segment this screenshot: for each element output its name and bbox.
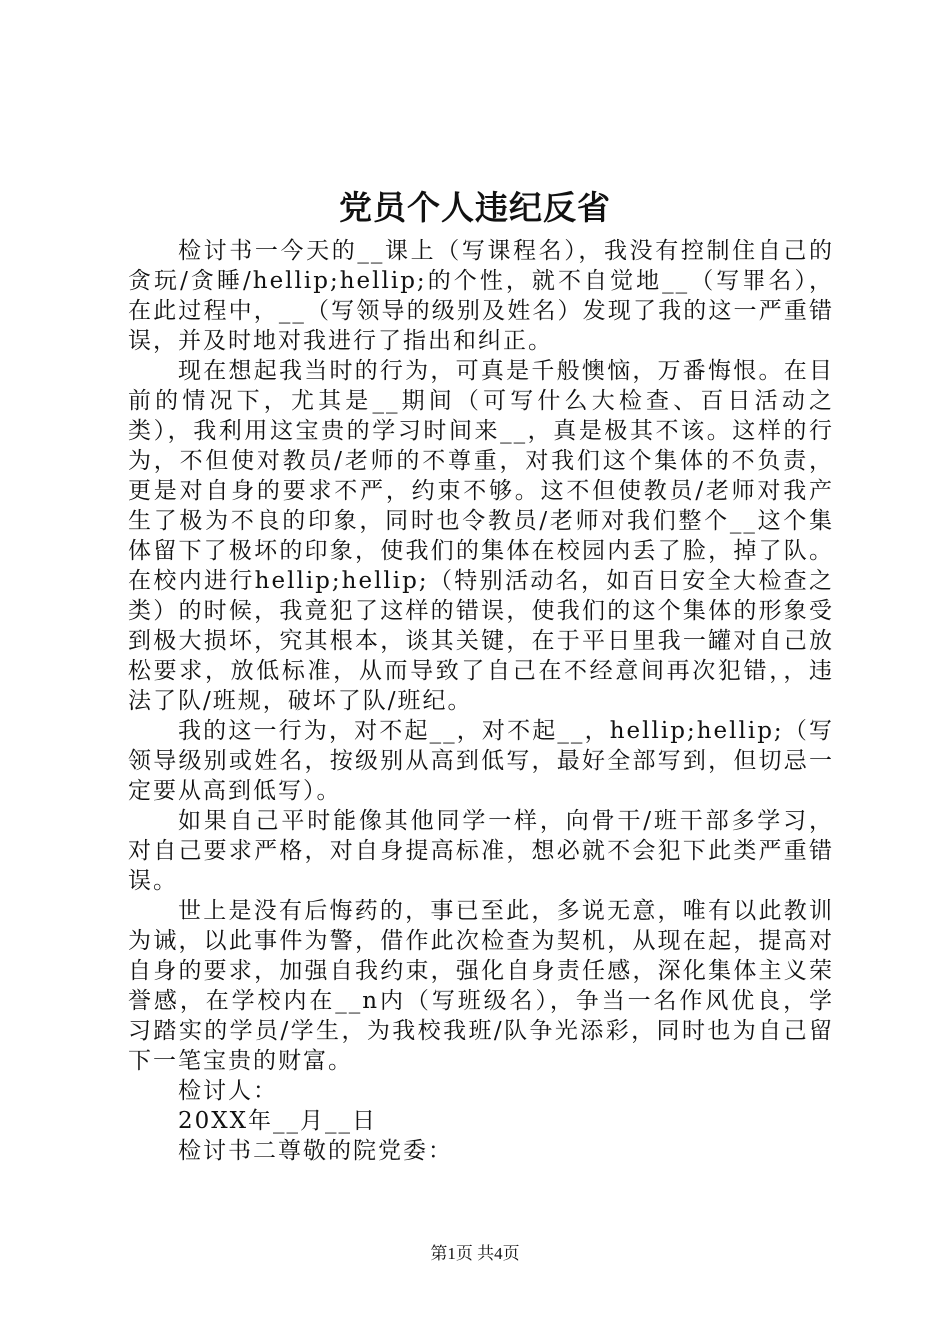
paragraph: 检讨书一今天的__课上（写课程名），我没有控制住自己的贪玩/贪睡/hellip;hellip;的个性，就不自觉地__（写罪名），在此过程中，__（写领导的级别及姓名）发现了我的这一严重错误，并及时地对我进行了指出和纠正。 xyxy=(128,238,834,354)
paragraph: 现在想起我当时的行为，可真是千般懊恼，万番悔恨。在目前的情况下，尤其是__期间（可写什么大检查、百日活动之类），我利用这宝贵的学习时间来__，真是极其不该。这样的行为，不但使对教员/老师的不尊重，对我们这个集体的不负责，更是对自身的要求不严，约束不够。这不但使教员/老师对我产生了极为不良的印象，同时也令教员/老师对我们整个__这个集体留下了极坏的印象，使我们的集体在校园内丢了脸，掉了队。在校内进行hellip;hellip;（特别活动名，如百日安全大检查之类）的时候，我竟犯了这样的错误，使我们的这个集体的形象受到极大损坏，究其根本，谈其关键，在于平日里我一罐对自己放松要求，放低标准，从而导致了自己在不经意间再次犯错，，违法了队/班规，破坏了队/班纪。 xyxy=(128,358,834,714)
paragraph: 世上是没有后悔药的，事已至此，多说无意，唯有以此教训为诫，以此事件为警，借作此次检查为契机，从现在起，提高对自身的要求，加强自我约束，强化自身责任感，深化集体主义荣誉感，在学校内在__n内（写班级名），争当一名作风优良，学习踏实的学员/学生，为我校我班/队争光添彩，同时也为自己留下一笔宝贵的财富。 xyxy=(128,898,834,1074)
page-footer: 第1页 共4页 xyxy=(430,1244,520,1263)
next-letter-heading: 检讨书二尊敬的院党委： xyxy=(178,1138,453,1164)
document-title: 党员个人违纪反省 xyxy=(339,188,611,227)
document-body xyxy=(128,236,834,1166)
paragraph: 如果自己平时能像其他同学一样，向骨干/班干部多学习，对自己要求严格，对自身提高标准，想必就不会犯下此类严重错误。 xyxy=(128,808,834,894)
date-line: 20XX年__月__日 xyxy=(178,1108,378,1134)
signature-line: 检讨人： xyxy=(178,1078,278,1104)
paragraph: 我的这一行为，对不起__，对不起__，hellip;hellip;（写领导级别或姓名，按级别从高到低写，最好全部写到，但切忌一定要从高到低写）。 xyxy=(128,718,834,804)
